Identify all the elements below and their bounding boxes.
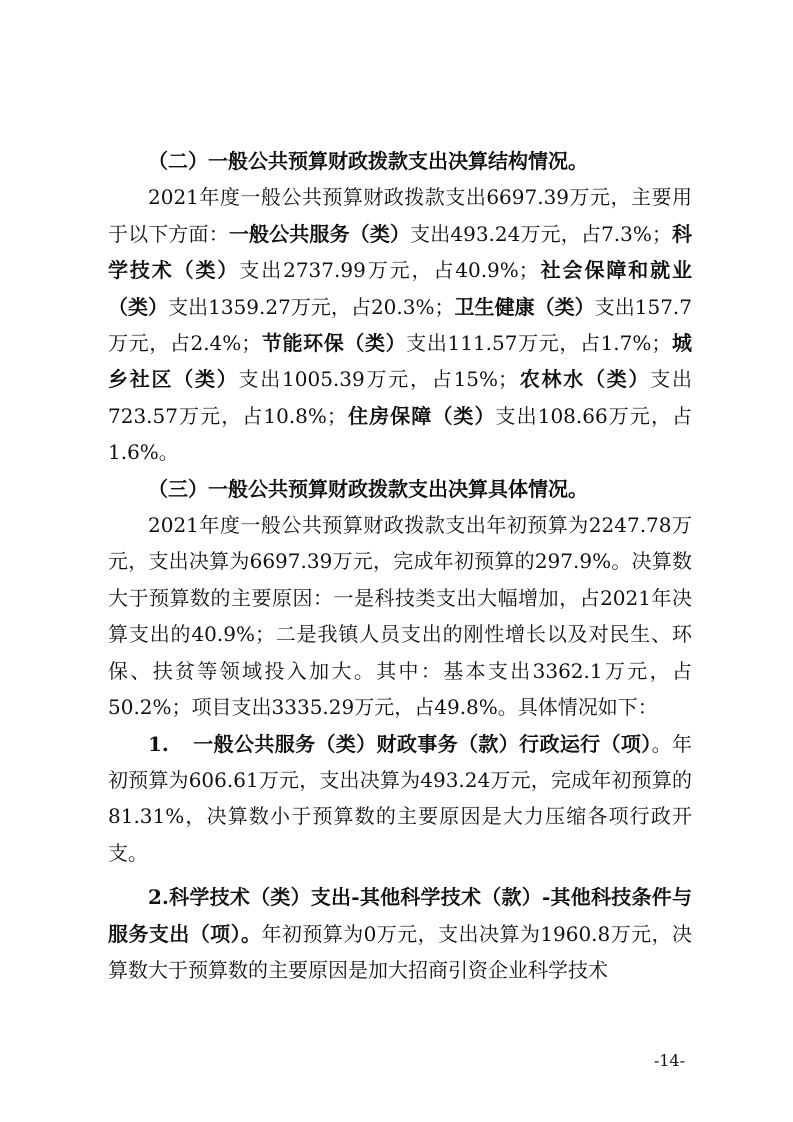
paragraph-intro: 2021年度一般公共预算财政拨款支出6697.39万元，主要用于以下方面：	[108, 185, 692, 246]
category-text: 支出723.57万元，占10.8%；	[108, 367, 693, 428]
category-label: 农林水（类）	[517, 367, 651, 392]
page-number: -14-	[653, 1051, 685, 1070]
list-item-1	[108, 726, 692, 872]
category-label: 卫生健康（类）	[454, 294, 595, 319]
category-text: 支出2737.99万元，占40.9%；	[239, 258, 539, 283]
document-body	[108, 143, 692, 988]
paragraph-expenditure-structure	[108, 179, 692, 470]
section-heading-2: （二）一般公共预算财政拨款支出决算结构情况。	[148, 149, 588, 173]
category-label: 住房保障（类）	[346, 403, 496, 428]
list-item-text: 。年初预算为606.61万元，支出决算为493.24万元，完成年初预算的81.31%，决算数小于预算数的主要原因是大力压缩各项行政开支。	[108, 731, 693, 865]
category-label: 社会保障和就业（类）	[108, 258, 692, 319]
category-text: 支出493.24万元，占7.3%；	[410, 221, 672, 246]
category-text: 支出108.66万元，占1.6%。	[108, 403, 693, 465]
list-item-text: 年初预算为0万元，支出决算为1960.8万元，决算数大于预算数的主要原因是加大招商引资企业科学技术	[108, 921, 692, 982]
category-text: 支出1359.27万元，占20.3%；	[168, 294, 455, 319]
list-item-2	[108, 879, 692, 988]
category-text: 支出1005.39万元，占15%；	[238, 367, 518, 392]
list-item-label: 一般公共服务（类）财政事务（款）行政运行（项）	[192, 731, 652, 756]
category-text: 支出157.7万元，占2.4%；	[108, 294, 693, 356]
list-item-label: 2.科学技术（类）支出-其他科学技术（款）-其他科技条件与服务支出（项）。	[108, 885, 692, 946]
category-text: 支出111.57万元，占1.7%；	[406, 331, 672, 356]
category-label: 节能环保（类）	[261, 331, 407, 356]
list-item-number: 1.	[148, 731, 169, 756]
section-heading-3: （三）一般公共预算财政拨款支出决算具体情况。	[148, 476, 588, 501]
category-label: 城乡社区（类）	[108, 331, 693, 392]
paragraph-expenditure-details: 2021年度一般公共预算财政拨款支出年初预算为2247.78万元，支出决算为6697.39万元，完成年初预算的297.9%。决算数大于预算数的主要原因：一是科技类支出大幅增加，占2021年决算支出的40.9%；二是我镇人员支出的刚性增长以及对民生、环保、扶贫等领域投入加大。其中：基本支出3362.1万元，占50.2%；项目支出3335.29万元，占49.8%。具体情况如下：	[108, 513, 692, 720]
category-label: 一般公共服务（类）	[228, 221, 411, 246]
category-label: 科学技术（类）	[108, 221, 693, 283]
